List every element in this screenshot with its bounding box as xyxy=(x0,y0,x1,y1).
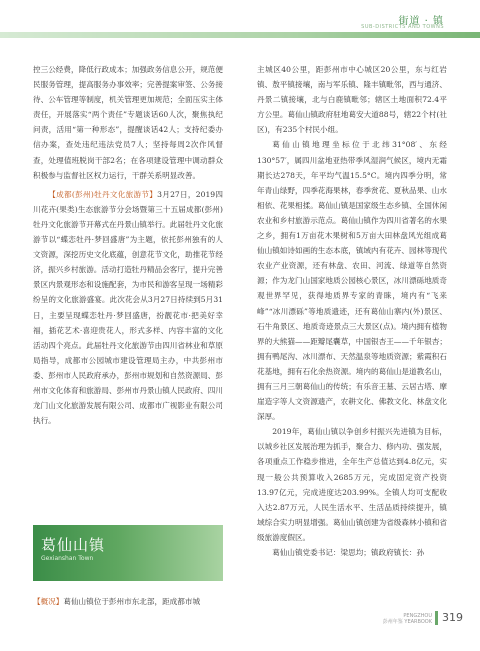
right-paragraph-3: 2019年，葛仙山镇以争创乡村振兴先进镇为目标，以城乡社区发展治理为抓手，聚合力、修内功、强发展，各项重点工作稳步推进，全年生产总值达到4.8亿元，实现一般公共预算收入2685万元，完成固定资产投资13.97亿元，完成进度达203.99%。全镇人均可支配收入达2.87万元，人民生活水平、生活品质持续提升，镇域综合实力明显增强。葛仙山镇创建为省级森林小镇和省级旅游度假区。 xyxy=(257,427,447,542)
overview-paragraph xyxy=(33,594,223,609)
overview-text: 葛仙山镇位于彭州市东北部，距成都市城 xyxy=(63,597,201,606)
left-paragraph-2 xyxy=(33,187,223,429)
footer-divider xyxy=(435,611,438,625)
section-title: 街道 · 镇 xyxy=(398,16,444,27)
footer-brand-line-2: 彭州年鉴 YEARBOOK xyxy=(382,619,432,625)
banner-title: 葛仙山镇 xyxy=(41,536,106,554)
header-decorative-bar xyxy=(0,32,480,38)
page-number: 319 xyxy=(442,611,463,624)
banner-subtitle: Gexianshan Town xyxy=(41,555,94,562)
footer-brand-line-1: PENGZHOU xyxy=(403,613,432,619)
town-banner xyxy=(33,525,223,581)
page-header xyxy=(0,0,480,58)
peony-festival-text: 3月27日，2019四川花卉(果类)生态旅游节分会场暨第三十五届成都(彭州)牡丹文化旅游节开幕式在丹景山镇举行。此届牡丹文化旅游节以“蝶恋牡丹·梦回盛唐”为主题，依托彭州独有的人文资源，深挖历史文化底蕴，创意花节文化，助推花节经济，振兴乡村旅游。活动打造牡丹精品会客厅，提升完善景区内景观形态和设施配套，为市民和游客呈现一场精彩纷呈的文化旅游盛宴。此次花会从3月27日持续到5月31日，主要呈现蝶恋牡丹·梦回盛唐，扮靓花市·把美好幸福，插花艺术·喜迎贵花人，形式多样、内容丰富的文化活动四个亮点。此届牡丹文化旅游节由四川省林业和草原局指导，成都市公园城市建设管理局主办，中共彭州市委、彭州市人民政府承办，彭州市规划和自然资源局、彭州市文化体育和旅游局、彭州市丹景山镇人民政府、四川龙门山文化旅游发展有限公司、成都市广视影业有限公司执行。 xyxy=(33,189,223,426)
section-subtitle: SUB-DISTRICTS AND TOWNS xyxy=(361,24,444,30)
right-column xyxy=(257,62,447,560)
right-paragraph-1: 主城区40公里，距彭州市中心城区20公里，东与红岩镇、敖平镇接壤，南与军乐镇、隆丰镇毗邻，西与通济、丹景二镇接壤，北与白鹿镇毗邻；辖区土地面积72.4平方公里。葛仙山镇政府驻地葛安大道88号，辖22个村(社区)，有235个村民小组。 xyxy=(257,65,447,135)
right-paragraph-2: 葛仙山镇地理坐标位于北纬31°08′、东经130°57′，属四川盆地亚热带季风湿润气候区，境内无霜期长达278天，年平均气温15.5°C。境内四季分明，常年青山绿野，四季花海果林，春季赏花、夏秋品果、山水相依、花果相揉。葛仙山镇是国家级生态乡镇、全国休闲农业和乡村旅游示范点。葛仙山镇作为四川省著名的水果之乡，拥有1万亩花木果树和5万亩大田林盘风光组成葛仙山镇如诗如画的生态本底，镇域内有花卉、园林等现代农业产业资源，还有林盘、农田、河流、绿道等自然资源；作为龙门山国家地质公园核心景区，冰川漂砾地质奇观世界罕见，获得地质界专家的青睐，境内有“飞来峰”“冰川漂砾”等地质遗迹，还有葛仙山寨内(外)景区、石牛角景区、地质奇迹景点三大景区(点)。境内拥有植物界的大熊猫——距瓣尾囊草，中国银杏王——千年银杏；拥有鸭尾沟、冰川漂布、天然温泉等地质资源；紫霞积石花基地，拥有石化余热资源。境内的葛仙山是道教名山，拥有三月三朝葛仙山的传统；有乐音王墓、云居古塔、摩崖造字等人文资源遗产，农耕文化、佛教文化、林盘文化深厚。 xyxy=(257,140,447,422)
peony-festival-tag: 【成都(彭州)牡丹文化旅游节】 xyxy=(48,189,158,199)
left-paragraph-1: 控三公经费，降低行政成本；加强政务信息公开，规范便民服务管理，提高服务办事效率；完善提案审签、公务接待、公车管理等制度，机关管理更加规范；全面压实主体责任，开展落实“两个责任”专题谈话60人次，聚焦执纪问责，活用“第一种形态”，提醒谈话42人；支持纪委办信办案，查处违纪违法党员7人；坚持每周2次作风督查，处理值班脱岗干部2名；在各项建设管理中调动群众积极参与监督社区权力运行，干群关系明显改善。 xyxy=(33,65,223,180)
left-column xyxy=(33,62,223,428)
overview-tag: 【概况】 xyxy=(33,597,64,606)
right-paragraph-4: 葛仙山镇党委书记：梁思均；镇政府镇长：孙 xyxy=(272,548,425,557)
footer-brand xyxy=(372,613,432,625)
